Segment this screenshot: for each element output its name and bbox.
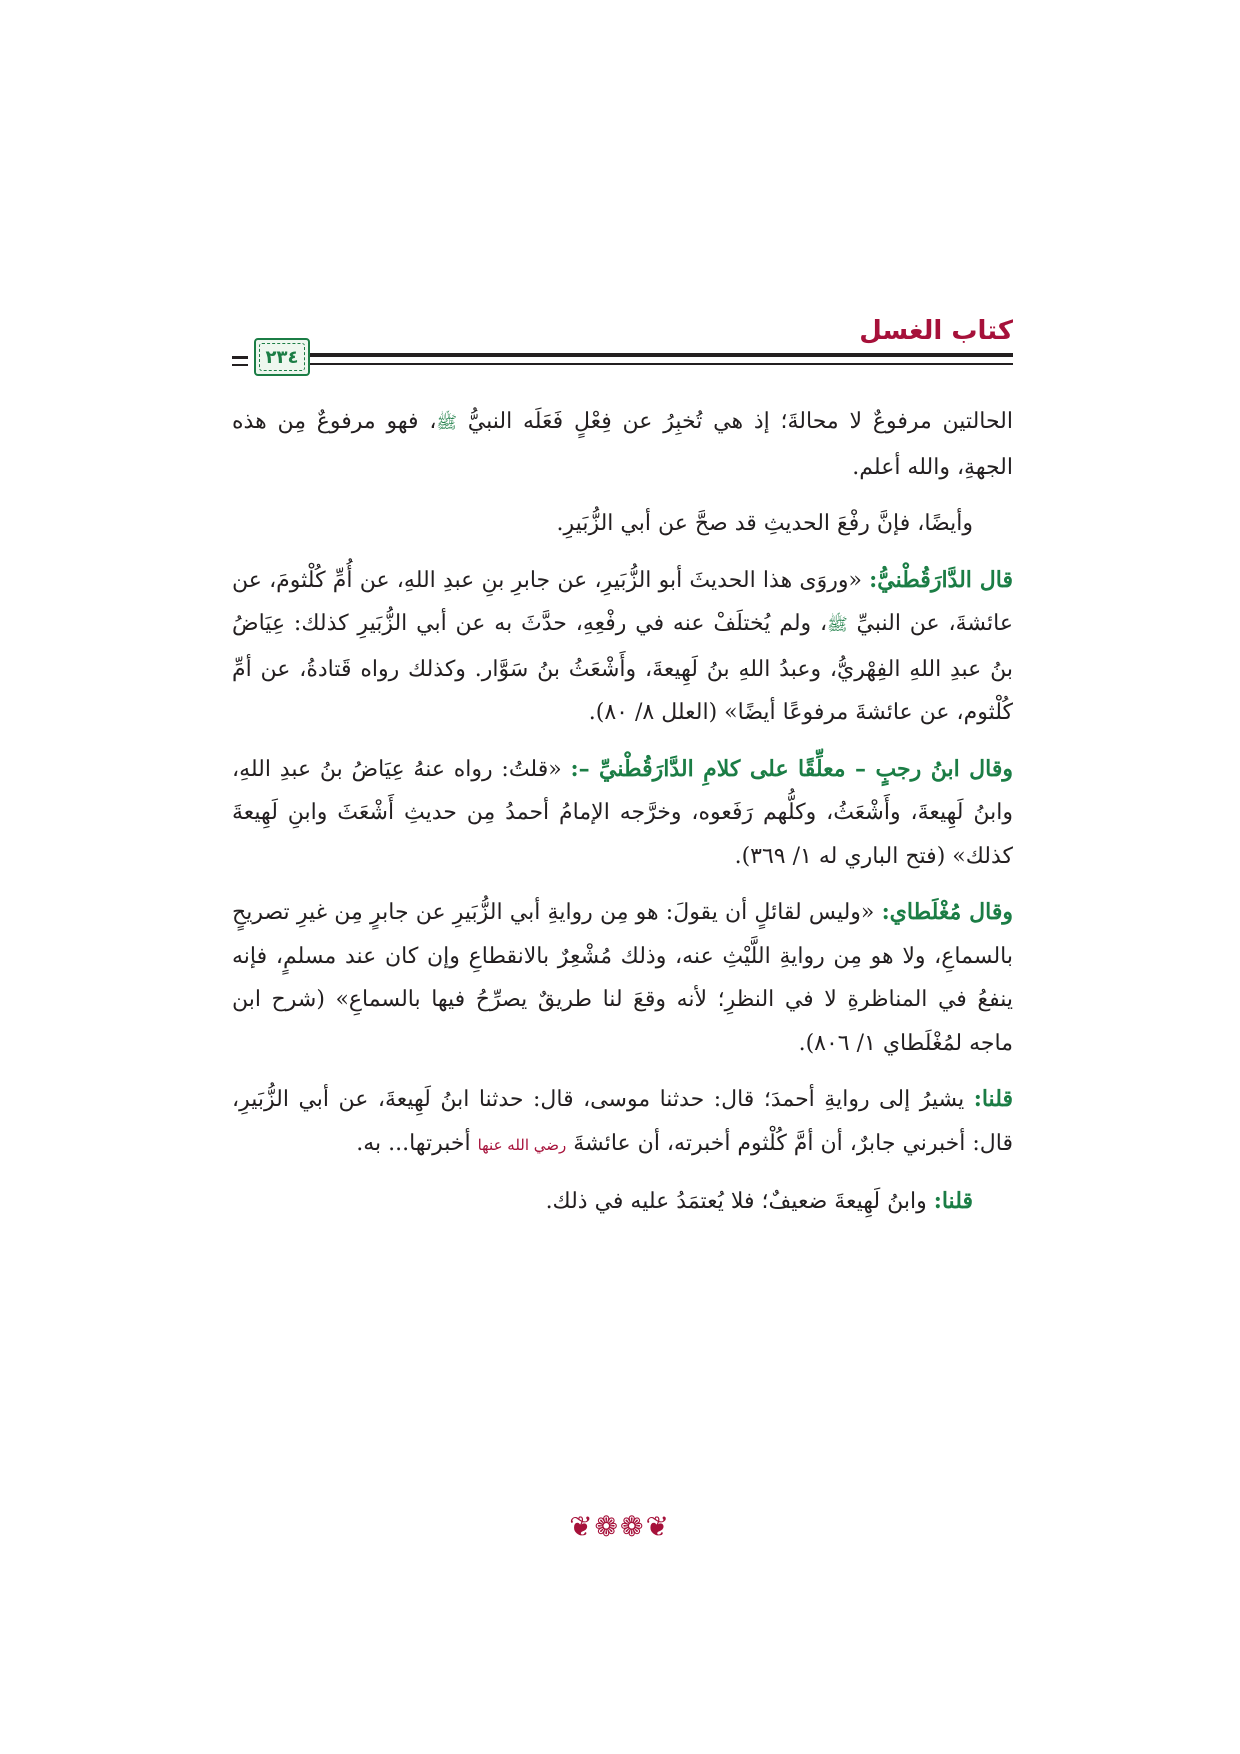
speaker-label: وقال مُغْلَطاي:	[881, 899, 1013, 925]
paragraph-text: يشيرُ إلى روايةِ أحمدَ؛ قال: حدثنا موسى، قال: حدثنا ابنُ لَهِيعةَ، عن أبي الزُّبَيرِ، قال: أخبرني جابرٌ، أن أمَّ كُلْثوم أخبرته، أن عائشةَ	[232, 1087, 1013, 1156]
paragraph-4	[232, 748, 1013, 879]
paragraph-text: ، ولم يُختلَفْ عنه في رفْعِهِ، حدَّثَ به عن أبي الزُّبَيرِ كذلك: عِيَاضُ بنُ عبدِ اللهِ الفِهْريُّ، وعبدُ اللهِ بنُ لَهِيعةَ، وأَشْعَثُ بنُ سَوَّار. وكذلك رواه قَتادةُ، عن أمِّ كُلْثوم، عن عائشةَ مرفوعًا أيضًا» (العلل ٨/ ٨٠).	[232, 611, 1013, 725]
page-number: ٢٣٤	[265, 346, 299, 368]
header-rule-left-bottom	[232, 364, 248, 366]
floral-ornament-icon: ❦❁❁❦	[569, 1510, 671, 1543]
paragraph-text: وأيضًا، فإنَّ رفْعَ الحديثِ قد صحَّ عن أبي الزُّبَيرِ.	[556, 511, 973, 536]
header-rule-left-top	[232, 356, 248, 359]
speaker-label: قلنا:	[933, 1188, 973, 1214]
paragraph-3	[232, 559, 1013, 735]
section-end-ornament	[0, 1510, 1240, 1543]
paragraph-5	[232, 891, 1013, 1065]
paragraph-7	[232, 1180, 1013, 1224]
salla-symbol: ﷺ	[827, 615, 848, 635]
paragraph-text: ، فهو مرفوعٌ مِن هذه الجهةِ، والله أعلم.	[232, 409, 1013, 480]
paragraph-text: وابنُ لَهِيعةَ ضعيفٌ؛ فلا يُعتمَدُ عليه في ذلك.	[545, 1189, 934, 1214]
header-rule-bottom	[302, 363, 1013, 365]
page-header	[232, 300, 1013, 390]
paragraph-text: «قلتُ: رواه عنهُ عِيَاضُ بنُ عبدِ اللهِ، وابنُ لَهِيعةَ، وأَشْعَثُ، وكلُّهم رَفَعوه، وخرَّجه الإمامُ أحمدُ مِن حديثِ أَشْعَثَ وابنِ لَهِيعةَ كذلك» (فتح الباري له ١/ ٣٦٩).	[232, 756, 1013, 869]
speaker-label: وقال ابنُ رجبٍ – معلِّقًا على كلامِ الدَّارَقُطْنيِّ –:	[570, 755, 1013, 782]
radiya-symbol: رضي الله عنها	[477, 1135, 567, 1154]
header-rule-top	[302, 353, 1013, 357]
page-body	[232, 400, 1013, 1237]
speaker-label: قال الدَّارَقُطْنيُّ:	[869, 566, 1013, 593]
paragraph-text: أخبرتها... به.	[356, 1130, 478, 1156]
speaker-label: قلنا:	[973, 1086, 1013, 1112]
page-number-badge	[254, 338, 310, 376]
paragraph-6	[232, 1078, 1013, 1167]
book-title: كتاب الغسل	[859, 316, 1013, 346]
paragraph-text: «وليس لقائلٍ أن يقولَ: هو مِن روايةِ أبي الزُّبَيرِ عن جابرٍ مِن غيرِ تصريحٍ بالسماعِ، ولا هو مِن روايةِ اللَّيْثِ عنه، وذلك مُشْعِرٌ بالانقطاعِ وإن كان عند مسلمٍ، فإنه ينفعُ في المناظرةِ لا في النظرِ؛ لأنه وقعَ لنا طريقٌ يصرِّحُ فيها بالسماعِ» (شرح ابن ماجه لمُغْلَطاي ١/ ٨٠٦).	[232, 900, 1013, 1056]
paragraph-text: الحالتين مرفوعٌ لا محالةَ؛ إذ هي تُخبِرُ عن فِعْلٍ فَعَلَه النبيُّ	[456, 409, 1013, 434]
paragraph-1	[232, 400, 1013, 489]
paragraph-text: «وروَى هذا الحديثَ أبو الزُّبَيرِ، عن جابرِ بنِ عبدِ اللهِ، عن أُمِّ كُلْثومَ، عن عائشةَ، عن النبيِّ	[232, 567, 1013, 636]
salla-symbol: ﷺ	[436, 413, 457, 433]
paragraph-2	[232, 502, 1013, 546]
